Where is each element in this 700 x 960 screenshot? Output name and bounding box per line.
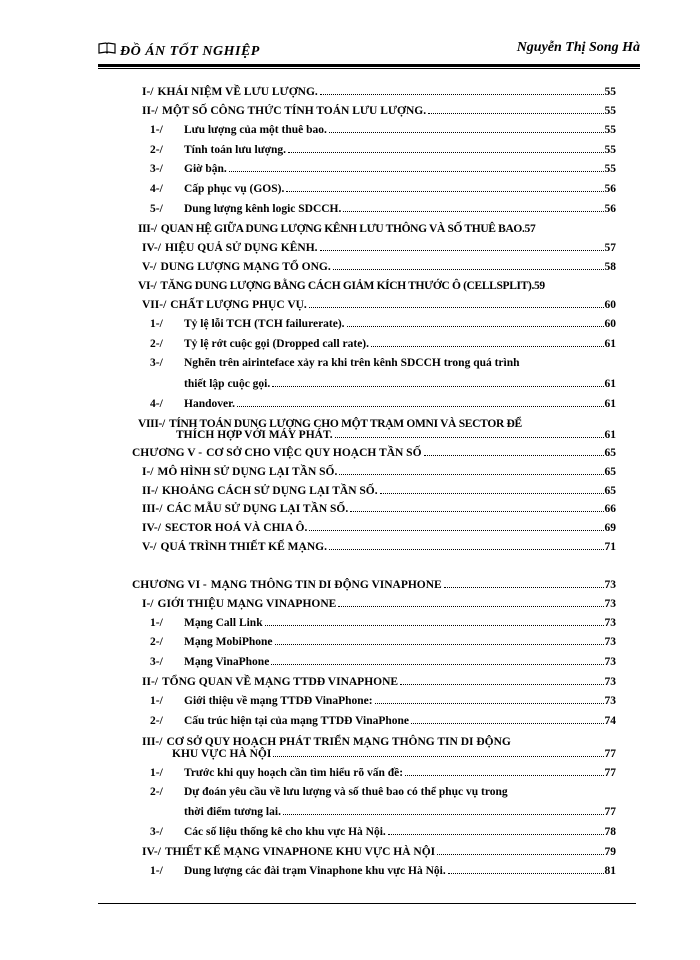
thesis-title: ĐỒ ÁN TỐT NGHIỆP (120, 44, 260, 59)
toc-entry[interactable]: 3-/ Nghẽn trên airinteface xảy ra khi trên kênh SDCCH trong quá trình (150, 357, 520, 369)
toc-entry[interactable]: 2-/ Cấu trúc hiện tại của mạng TTDĐ VinaPhone 74 (150, 715, 616, 727)
toc-entry[interactable]: 2-/ Dự đoán yêu cầu về lưu lượng và số thuê bao có thể phục vụ trong (150, 786, 508, 798)
footer-divider (98, 903, 636, 904)
toc-entry[interactable]: 4-/ Cấp phục vụ (GOS). 56 (150, 183, 616, 195)
toc-entry[interactable]: 1-/ Dung lượng các đài trạm Vinaphone khu vực Hà Nội. 81 (150, 865, 616, 877)
toc-entry[interactable]: III-/ CÁC MẪU SỬ DỤNG LẠI TẦN SỐ. 66 (142, 503, 616, 515)
toc-entry[interactable]: 3-/ Mạng VinaPhone 73 (150, 656, 616, 668)
toc-entry[interactable]: IV-/ THIẾT KẾ MẠNG VINAPHONE KHU VỰC HÀ NỘI 79 (142, 846, 616, 858)
toc-entry[interactable]: II-/ MỘT SỐ CÔNG THỨC TÍNH TOÁN LƯU LƯỢNG. 55 (142, 105, 616, 117)
toc-entry[interactable]: 2-/ Mạng MobiPhone 73 (150, 636, 616, 648)
toc-entry[interactable]: IV-/ SECTOR HOÁ VÀ CHIA Ô. 69 (142, 522, 616, 534)
toc-entry[interactable]: VII-/ CHẤT LƯỢNG PHỤC VỤ. 60 (142, 299, 616, 311)
toc-entry[interactable]: IV-/ HIỆU QUẢ SỬ DỤNG KÊNH. 57 (142, 242, 616, 254)
toc-entry[interactable]: V-/ DUNG LƯỢNG MẠNG TỔ ONG. 58 (142, 261, 616, 273)
toc-entry[interactable]: VIII-/ TÍNH TOÁN DUNG LƯỢNG CHO MỘT TRẠM OMNI VÀ SECTOR ĐỂ (138, 418, 522, 430)
toc-entry[interactable]: VI-/ TĂNG DUNG LƯỢNG BẰNG CÁCH GIẢM KÍCH THƯỚC Ô (CELLSPLIT). 59 (138, 280, 545, 292)
toc-entry[interactable]: 3-/ Giờ bận. 55 (150, 163, 616, 175)
toc-entry[interactable]: 1-/ Mạng Call Link 73 (150, 617, 616, 629)
toc-entry[interactable]: III-/ CƠ SỞ QUY HOẠCH PHÁT TRIỂN MẠNG THÔNG TIN DI ĐỘNG (142, 736, 511, 748)
toc-entry-continued[interactable]: thời điểm tương lai. 77 (184, 806, 616, 818)
toc-entry[interactable]: 3-/ Các số liệu thống kê cho khu vực Hà Nội. 78 (150, 826, 616, 838)
toc-entry[interactable]: 1-/ Tỷ lệ lỗi TCH (TCH failurerate). 60 (150, 318, 616, 330)
author-name: Nguyễn Thị Song Hà (516, 40, 640, 55)
toc-entry[interactable]: III-/ QUAN HỆ GIỮA DUNG LƯỢNG KÊNH LƯU THÔNG VÀ SỐ THUÊ BAO. 57 (138, 223, 536, 235)
toc-entry[interactable]: V-/ QUÁ TRÌNH THIẾT KẾ MẠNG. 71 (142, 541, 616, 553)
toc-chapter[interactable]: CHƯƠNG V - CƠ SỞ CHO VIỆC QUY HOẠCH TẦN SỐ 65 (132, 447, 616, 459)
toc-entry[interactable]: I-/ MÔ HÌNH SỬ DỤNG LẠI TẦN SỐ. 65 (142, 466, 616, 478)
toc-entry-continued[interactable]: thiết lập cuộc gọi. 61 (184, 378, 616, 390)
toc-chapter[interactable]: CHƯƠNG VI - MẠNG THÔNG TIN DI ĐỘNG VINAPHONE 73 (132, 579, 616, 591)
toc-entry[interactable]: 1-/ Giới thiệu về mạng TTDĐ VinaPhone: 73 (150, 695, 616, 707)
toc-entry[interactable]: 2-/ Tính toán lưu lượng. 55 (150, 144, 616, 156)
toc-entry[interactable]: I-/ GIỚI THIỆU MẠNG VINAPHONE 73 (142, 598, 616, 610)
toc-entry[interactable]: 1-/ Trước khi quy hoạch cần tìm hiểu rõ vấn đề: 77 (150, 767, 616, 779)
toc-entry[interactable]: II-/ TỔNG QUAN VỀ MẠNG TTDĐ VINAPHONE 73 (142, 676, 616, 688)
toc-entry[interactable]: II-/ KHOẢNG CÁCH SỬ DỤNG LẠI TẦN SỐ. 65 (142, 485, 616, 497)
toc-entry[interactable]: 2-/ Tỷ lệ rớt cuộc gọi (Dropped call rate). 61 (150, 338, 616, 350)
toc-entry[interactable]: 1-/ Lưu lượng của một thuê bao. 55 (150, 124, 616, 136)
toc-entry-continued[interactable]: KHU VỰC HÀ NỘI 77 (172, 748, 616, 760)
toc-entry[interactable]: I-/ KHÁI NIỆM VỀ LƯU LƯỢNG. 55 (142, 86, 616, 98)
toc-entry-continued[interactable]: THÍCH HỢP VỚI MÁY PHÁT. 61 (176, 429, 616, 441)
toc-entry[interactable]: 5-/ Dung lượng kênh logic SDCCH. 56 (150, 203, 616, 215)
toc-entry[interactable]: 4-/ Handover. 61 (150, 398, 616, 410)
